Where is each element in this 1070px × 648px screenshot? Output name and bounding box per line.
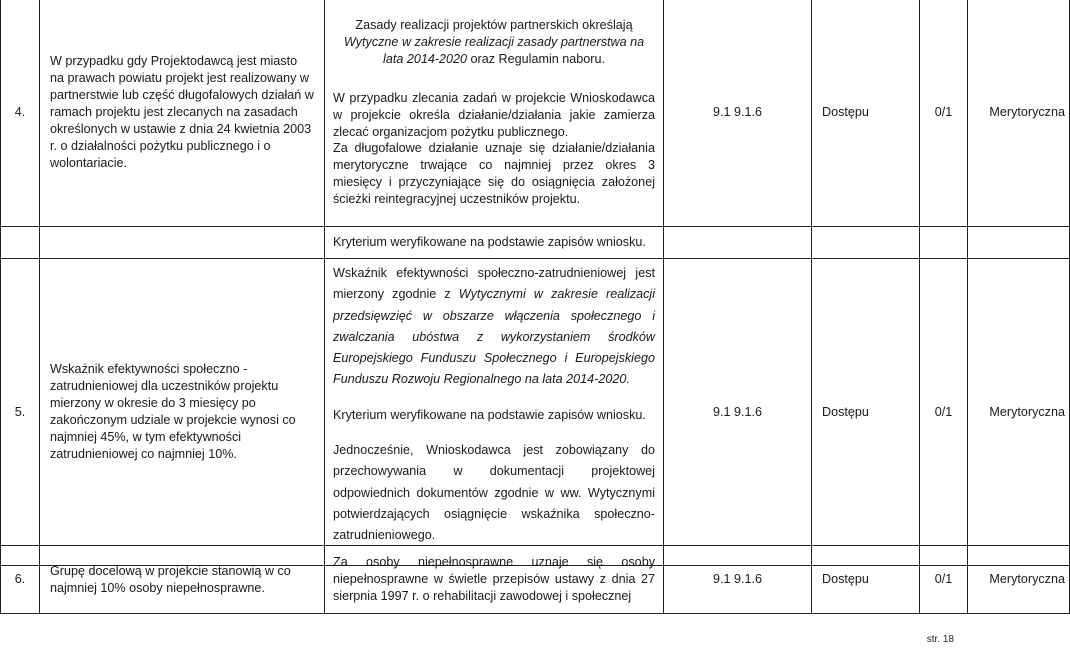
criterion-points: 0/1 [920, 259, 968, 566]
definition-paragraph-1 [333, 263, 655, 391]
criteria-table-row-4 [0, 0, 1070, 259]
table-row [1, 546, 1070, 614]
criterion-type: Dostępu [812, 259, 920, 566]
criterion-definition [325, 259, 664, 566]
table-row [1, 227, 1070, 259]
row-number: 6. [1, 546, 40, 614]
criterion-definition [325, 546, 664, 614]
definition-paragraph-3: Za długofalowe działanie uznaje się działanie/działania merytoryczne trwające co najmniej przez okres 3 miesięcy i przyczyniające się do osiągnięcia założonej ścieżki reintegracyjnej uczestników projektu. [333, 141, 655, 206]
description-text: W przypadku gdy Projektodawcą jest miasto na prawach powiatu projekt jest realizowany w partnerstwie lub część długofalowych działań w ramach projektu jest zlecanych na zasadach określonych w ustawie z dnia 24 kwietnia 2003 r. o działalności pożytku publicznego i o wolontariacie. [50, 54, 314, 170]
criterion-kind: Merytoryczna [968, 0, 1070, 227]
sections: 9.1 9.1.6 [664, 546, 812, 614]
intro-end: oraz Regulamin naboru. [467, 51, 605, 66]
definition-paragraph-4 [325, 227, 664, 259]
page-number: str. 18 [926, 634, 954, 645]
p1-italic: Wytycznymi w zakresie realizacji przedsięwzięć w obszarze włączenia społecznego i zwalczania ubóstwa z wykorzystaniem środków Europejskiego Funduszu Społecznego i Europejskiego Funduszu Rozwoju Regionalnego na lata 2014-2020. [333, 287, 656, 387]
description-text: Wskaźnik efektywności społeczno - zatrudnieniowej dla uczestników projektu mierzony w okresie do 3 miesięcy po zakończonym udziale w projekcie wynosi co najmniej 45%, w tym efektywności zatrudnieniowej co najmniej 10%. [50, 362, 296, 461]
criterion-points: 0/1 [920, 546, 968, 614]
criterion-description [40, 546, 325, 614]
row-number: 4. [1, 0, 40, 227]
table-row [1, 0, 1070, 227]
criterion-type: Dostępu [812, 0, 920, 227]
description-text: Grupę docelową w projekcie stanowią w co najmniej 10% osoby niepełnosprawne. [50, 563, 291, 595]
p1-plain: Wskaźnik efektywności społeczno-zatrudnieniowej jest mierzony zgodnie z [333, 266, 655, 302]
criterion-kind: Merytoryczna [968, 259, 1070, 566]
intro-plain: Zasady realizacji projektów partnerskich określają [355, 18, 633, 33]
criteria-table-row-5 [0, 258, 1070, 566]
criterion-definition [325, 0, 664, 227]
criterion-description [40, 259, 325, 566]
table-row [1, 259, 1070, 566]
intro-italic: Wytyczne w zakresie realizacji zasady partnerstwa na lata 2014-2020 [343, 35, 645, 66]
criterion-description [40, 0, 325, 227]
verification-note: Kryterium weryfikowane na podstawie zapisów wniosku. [333, 235, 646, 250]
criterion-type: Dostępu [812, 546, 920, 614]
definition-paragraph-2: Kryterium weryfikowane na podstawie zapisów wniosku. [333, 407, 646, 422]
sections: 9.1 9.1.6 [664, 0, 812, 227]
definition-paragraph-1 [333, 17, 655, 68]
row-number: 5. [1, 259, 40, 566]
sections: 9.1 9.1.6 [664, 259, 812, 566]
definition-paragraph-1: Za osoby niepełnosprawne uznaje się osoby niepełnosprawne w świetle przepisów ustawy z dnia 27 sierpnia 1997 r. o rehabilitacji zawodowej i społecznej [333, 555, 655, 603]
criterion-points: 0/1 [920, 0, 968, 227]
definition-paragraph-3: Jednocześnie, Wnioskodawca jest zobowiązany do przechowywania w dokumentacji projektowej odpowiednich dokumentów zgodnie w ww. Wytycznymi potwierdzających osiągnięcie wskaźnika społeczno-zatrudnieniowego. [333, 443, 655, 543]
definition-paragraph-2: W przypadku zlecania zadań w projekcie Wnioskodawca w projekcie określa działanie/działania jakie zamierza zlecać organizacjom pożytku publicznego. [333, 90, 655, 139]
criteria-table-row-6 [0, 545, 1070, 614]
criterion-kind: Merytoryczna [968, 546, 1070, 614]
